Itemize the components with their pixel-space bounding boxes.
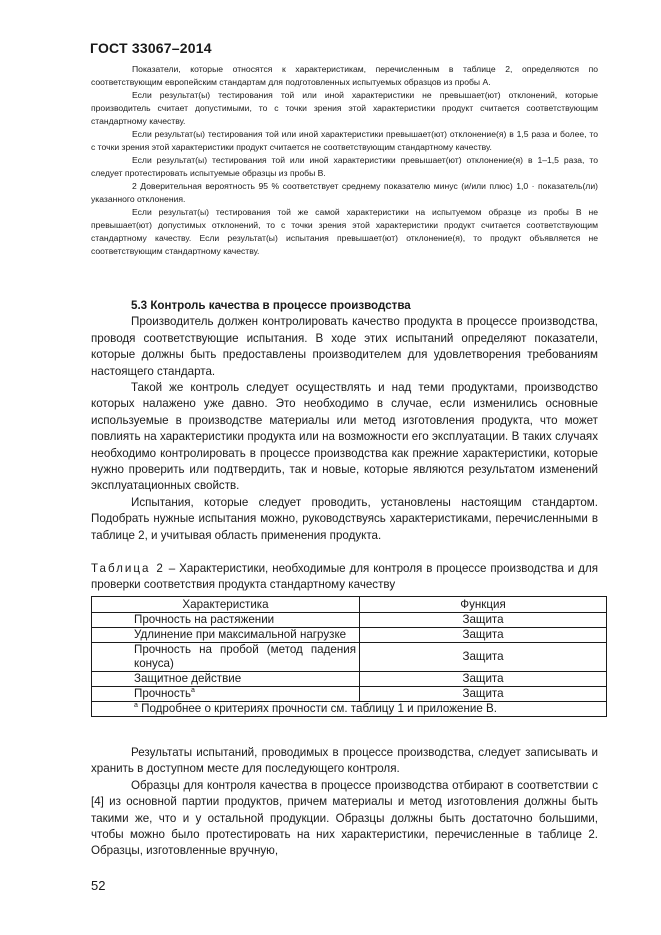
body-paragraph: Результаты испытаний, проводимых в процессе производства, следует записывать и хранить в доступном месте для последующего контроля. <box>91 746 598 776</box>
footnote-mark: a <box>134 702 138 710</box>
table-footnote-row <box>92 702 607 717</box>
note-paragraph: Если результат(ы) тестирования той или иной характеристики не превышает(ют) отклонений, которые производитель считает допустимыми, то с точки зрения этой характеристики продукт считается соответствующим стандартному качеству. <box>91 90 598 126</box>
column-header-characteristic: Характеристика <box>92 597 360 613</box>
note-paragraph: 2 Доверительная вероятность 95 % соответствует среднему показателю минус (и/или плюс) 1,0 · показатель(ли) указанного отклонения. <box>91 181 598 204</box>
table-row <box>92 643 607 672</box>
table-caption-text: – Характеристики, необходимые для контроля в процессе производства и для проверки соответствия продукта стандартному качеству <box>91 562 598 592</box>
cell-function: Защита <box>360 672 607 687</box>
notes-block <box>91 63 598 258</box>
page-number: 52 <box>91 878 106 893</box>
body-paragraph: Образцы для контроля качества в процессе производства отбирают в соответствии с [4] из основной партии продуктов, причем материалы и метод изготовления должны быть такими же, что и у остальной продукции. Образцы должны быть достаточно большими, чтобы можно было протестировать на них характеристики, перечисленные в таблице 2. Образцы, изготовленные вручную, <box>91 778 598 858</box>
table-footnote <box>92 702 607 717</box>
cell-characteristic: Прочность на пробой (метод падения конуса) <box>92 643 360 672</box>
cell-characteristic <box>92 687 360 702</box>
body-paragraph: Производитель должен контролировать качество продукта в процессе производства, проводя соответствующие испытания. В ходе этих испытаний определяют показатели, которые должны быть предоставлены производителем для удовлетворения требованиям настоящего стандарта. <box>91 315 598 378</box>
table-row <box>92 613 607 628</box>
table-caption <box>91 561 598 594</box>
table-row <box>92 628 607 643</box>
characteristics-table <box>91 596 607 717</box>
document-header: ГОСТ 33067–2014 <box>90 40 212 56</box>
note-paragraph: Если результат(ы) тестирования той или иной характеристики превышает(ют) отклонение(я) в 1,5 раза и более, то с точки зрения этой характеристики продукт считается не соответствующим стандартному качеству. <box>91 129 598 152</box>
cell-function: Защита <box>360 628 607 643</box>
after-table-text <box>91 745 598 860</box>
note-paragraph: Если результат(ы) тестирования той или иной характеристики превышает(ют) отклонение(я) в 1–1,5 раза, то следует протестировать испытуемые образцы из пробы В. <box>91 155 598 178</box>
cell-characteristic: Защитное действие <box>92 672 360 687</box>
cell-characteristic-text: Прочность <box>134 687 192 700</box>
cell-function: Защита <box>360 687 607 702</box>
footnote-reference: a <box>191 687 195 695</box>
table-header-row <box>92 597 607 613</box>
note-paragraph: Если результат(ы) тестирования той же самой характеристики на испытуемом образце из пробы В не превышает(ют) допустимых отклонений, то с точки зрения этой характеристики продукт считается соответствующим стандартному качеству. Если результат(ы) испытания превышает(ют) отклонение(я), то продукт объявляется не соответствующим стандартному качеству. <box>91 207 598 256</box>
table-row <box>92 672 607 687</box>
column-header-function: Функция <box>360 597 607 613</box>
body-paragraph: Испытания, которые следует проводить, установлены настоящим стандартом. Подобрать нужные испытания можно, руководствуясь характеристиками, перечисленными в таблице 2, и учитывая область применения продукта. <box>91 495 598 542</box>
section-title: 5.3 Контроль качества в процессе производства <box>131 299 411 312</box>
cell-characteristic: Удлинение при максимальной нагрузке <box>92 628 360 643</box>
table-caption-label: Таблица 2 <box>91 562 165 575</box>
cell-function: Защита <box>360 643 607 672</box>
footnote-text: Подробнее о критериях прочности см. таблицу 1 и приложение В. <box>137 702 497 715</box>
cell-characteristic: Прочность на растяжении <box>92 613 360 628</box>
note-paragraph: Показатели, которые относятся к характеристикам, перечисленным в таблице 2, определяются по соответствующим европейским стандартам для подготовленных испытуемых образцов из пробы А. <box>91 64 598 87</box>
body-paragraph: Такой же контроль следует осуществлять и над теми продуктами, производство которых налажено уже давно. Это необходимо в случае, если изменились основные используемые в производстве материалы или метод изготовления продукта, что может повлиять на характеристики продукта или на возможности его эксплуатации. В таких случаях необходимо контролировать в процессе производства как прежние характеристики, которые нужно проверить или подтвердить, так и новые, которые являются результатом изменений эксплуатационных свойств. <box>91 381 598 493</box>
cell-function: Защита <box>360 613 607 628</box>
table-row <box>92 687 607 702</box>
section-5-3 <box>91 298 598 544</box>
